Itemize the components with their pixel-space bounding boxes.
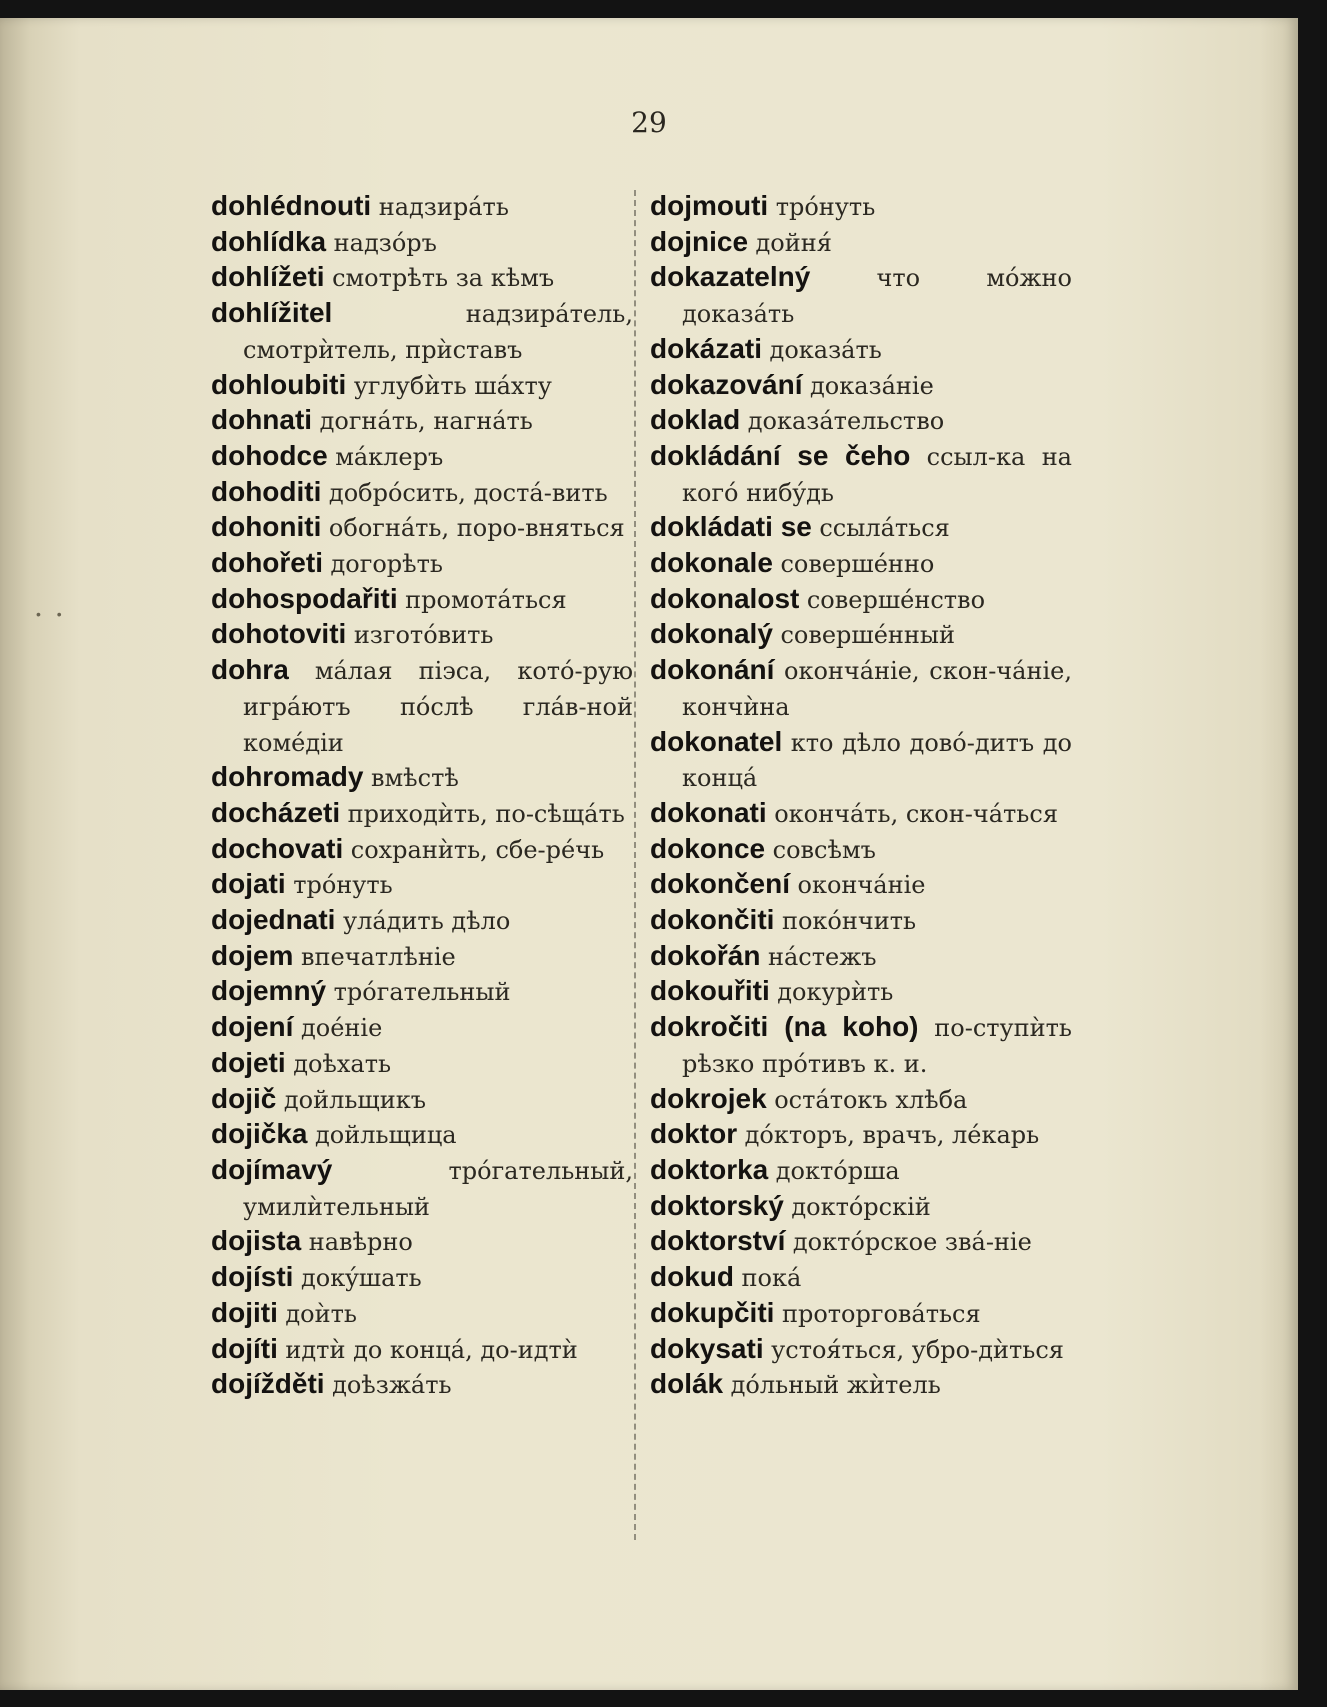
dictionary-entry — [650, 582, 1072, 618]
dictionary-entry — [211, 1153, 633, 1224]
dictionary-entry — [211, 903, 633, 939]
headword: dokonalost — [650, 582, 800, 614]
headword: dohloubiti — [211, 368, 347, 400]
dictionary-entry — [211, 189, 633, 225]
translation: мáлая пiэса, котó-рую игрáютъ пóслѣ глáв-ной комéдiи — [243, 657, 633, 757]
translation: надзирáтель, смотрѝтель, прѝставъ — [243, 300, 633, 364]
translation: окончáть, скон-чáться — [774, 799, 1058, 828]
dictionary-entry — [211, 403, 633, 439]
dictionary-entry — [211, 617, 633, 653]
headword: dokořán — [650, 939, 761, 971]
dictionary-entry — [211, 1010, 633, 1046]
page-number: 29 — [631, 106, 667, 139]
translation: покá — [741, 1264, 802, 1293]
left-column — [211, 189, 633, 1403]
dictionary-entry — [211, 1082, 633, 1118]
dictionary-entry — [211, 368, 633, 404]
dictionary-entry — [650, 725, 1072, 796]
headword: dojička — [211, 1118, 308, 1150]
dictionary-entry — [211, 260, 633, 296]
headword: dokazatelný — [650, 261, 811, 293]
headword: dojížděti — [211, 1368, 325, 1400]
dictionary-entry — [650, 1296, 1072, 1332]
headword: dojíti — [211, 1332, 278, 1364]
translation: догнáть, нагнáть — [319, 407, 533, 436]
translation: добрóсить, достá-вить — [328, 478, 608, 507]
headword: dokládati se — [650, 511, 812, 543]
dictionary-entry — [650, 332, 1072, 368]
translation: надзóръ — [333, 228, 437, 257]
dictionary-entry — [650, 1010, 1072, 1081]
dictionary-entry — [211, 1367, 633, 1403]
translation: проторговáться — [781, 1299, 981, 1328]
translation: окончáнiе — [797, 871, 926, 900]
dictionary-entry — [650, 974, 1072, 1010]
dictionary-entry — [211, 225, 633, 261]
translation: улáдить дѣло — [342, 907, 511, 936]
translation: докурѝть — [777, 978, 894, 1007]
headword: dolák — [650, 1368, 724, 1400]
translation: дóльный жѝтель — [730, 1371, 941, 1400]
dictionary-entry — [211, 796, 633, 832]
dictionary-entry — [650, 1082, 1072, 1118]
headword: dojnice — [650, 225, 749, 257]
headword: dokončiti — [650, 904, 775, 936]
headword: dokonale — [650, 547, 773, 579]
headword: dohromady — [211, 761, 364, 793]
dictionary-entry — [650, 546, 1072, 582]
translation: дойня́ — [755, 228, 832, 257]
dictionary-entry — [211, 296, 633, 367]
dictionary-entry — [211, 475, 633, 511]
translation: смотрѣть за кѣмъ — [332, 264, 555, 293]
dictionary-entry — [650, 1224, 1072, 1260]
translation: доказáнiе — [810, 371, 934, 400]
dictionary-entry — [211, 939, 633, 975]
dictionary-entry — [211, 867, 633, 903]
dictionary-entry — [650, 617, 1072, 653]
translation: трóгательный — [333, 978, 511, 1007]
translation: трóнуть — [293, 871, 393, 900]
translation: надзирáть — [378, 193, 509, 221]
translation: сохранѝть, сбе-рéчь — [350, 835, 605, 864]
dictionary-entry — [650, 903, 1072, 939]
translation: устоя́ться, убро-дѝться — [771, 1335, 1064, 1364]
margin-marks: • • — [36, 606, 68, 622]
headword: dokročiti (na koho) — [650, 1011, 919, 1043]
headword: doktorský — [650, 1189, 784, 1221]
translation: трóгательный, умилѝтельный — [243, 1156, 633, 1221]
headword: dokysati — [650, 1332, 764, 1364]
translation: ссыл-ка на когó нибýдь — [682, 442, 1072, 507]
translation: приходѝть, по-сѣщáть — [347, 799, 625, 828]
dictionary-entry — [211, 546, 633, 582]
translation: нáстежъ — [767, 942, 877, 971]
dictionary-entry — [650, 260, 1072, 331]
translation: догорѣть — [330, 550, 443, 579]
headword: dokončení — [650, 868, 791, 900]
headword: doktorka — [650, 1153, 769, 1185]
dictionary-entry — [211, 832, 633, 868]
dictionary-entry — [650, 653, 1072, 724]
dictionary-entry — [211, 1117, 633, 1153]
translation: доктóрскiй — [791, 1192, 931, 1221]
headword: dokonalý — [650, 618, 773, 650]
headword: doktorství — [650, 1225, 786, 1257]
dictionary-entry — [211, 1046, 633, 1082]
headword: dokonati — [650, 796, 767, 828]
translation: дóкторъ, врачъ, лéкарь — [744, 1121, 1040, 1150]
headword: dohoniti — [211, 511, 322, 543]
headword: dohnati — [211, 404, 313, 436]
translation: ссылáться — [819, 514, 950, 543]
headword: dohra — [211, 654, 289, 686]
dictionary-entry — [650, 1332, 1072, 1368]
column-divider — [634, 190, 636, 1540]
dictionary-entry — [211, 974, 633, 1010]
headword: dohlídka — [211, 225, 327, 257]
translation: докýшать — [300, 1264, 422, 1293]
translation: доказáть — [769, 335, 882, 364]
dictionary-entry — [650, 832, 1072, 868]
headword: doktor — [650, 1118, 738, 1150]
dictionary-entry — [650, 510, 1072, 546]
headword: dojiti — [211, 1296, 278, 1328]
headword: dojmouti — [650, 190, 769, 221]
translation: остáтокъ хлѣба — [774, 1085, 968, 1114]
translation: доéнiе — [300, 1014, 383, 1043]
translation: дойльщикъ — [283, 1085, 426, 1114]
translation: окончáнiе, скон-чáнiе, кончѝна — [682, 657, 1072, 721]
headword: dojista — [211, 1225, 302, 1257]
headword: dochovati — [211, 832, 344, 864]
translation: доказáтельство — [747, 407, 945, 436]
dictionary-page — [0, 18, 1298, 1690]
headword: dohospodařiti — [211, 582, 398, 614]
dictionary-entry — [650, 439, 1072, 510]
dictionary-entry — [650, 939, 1072, 975]
dictionary-entry — [650, 1260, 1072, 1296]
headword: dojeti — [211, 1046, 286, 1078]
dictionary-entry — [211, 1296, 633, 1332]
headword: dokonce — [650, 832, 766, 864]
translation: трóнуть — [775, 193, 876, 221]
translation: доктóрша — [775, 1156, 900, 1185]
translation: мáклеръ — [335, 442, 444, 471]
translation: впечатлѣнiе — [300, 942, 456, 971]
headword: dokládání se čeho — [650, 439, 911, 471]
translation: углубѝть шáхту — [353, 371, 552, 400]
headword: dojič — [211, 1082, 277, 1114]
translation: навѣрно — [308, 1228, 413, 1257]
headword: dokonání — [650, 654, 775, 686]
translation: промотáться — [405, 585, 567, 614]
headword: dokud — [650, 1261, 734, 1293]
headword: dojemný — [211, 975, 327, 1007]
translation: покóнчить — [781, 907, 917, 936]
dictionary-entry — [650, 189, 1072, 225]
translation: доѣхать — [293, 1049, 392, 1078]
translation: изготóвить — [353, 621, 494, 650]
translation: кто дѣло довó-дитъ до концá — [682, 728, 1072, 793]
headword: dokupčiti — [650, 1296, 775, 1328]
headword: dohlížitel — [211, 297, 333, 329]
headword: dohořeti — [211, 547, 323, 579]
translation: дойльщица — [315, 1121, 457, 1150]
headword: dojísti — [211, 1261, 294, 1293]
dictionary-entry — [211, 510, 633, 546]
headword: dojem — [211, 939, 294, 971]
headword: dojení — [211, 1011, 294, 1043]
dictionary-entry — [211, 1224, 633, 1260]
headword: dokouřiti — [650, 975, 770, 1007]
dictionary-entry — [650, 1367, 1072, 1403]
translation: доктóрское звá-нiе — [792, 1228, 1032, 1257]
dictionary-entry — [650, 867, 1072, 903]
headword: docházeti — [211, 796, 341, 828]
headword: dohlížeti — [211, 261, 325, 293]
dictionary-entry — [211, 582, 633, 618]
translation: доѣзжáть — [332, 1371, 452, 1400]
dictionary-entry — [211, 653, 633, 760]
headword: dojati — [211, 868, 286, 900]
translation: что мóжно доказáть — [682, 264, 1072, 329]
translation: обогнáть, поро-вняться — [328, 514, 625, 543]
headword: dohotoviti — [211, 618, 347, 650]
dictionary-entry — [650, 225, 1072, 261]
dictionary-entry — [650, 403, 1072, 439]
translation: доѝть — [285, 1299, 357, 1328]
translation: по-ступѝть рѣзко прóтивъ к. и. — [682, 1014, 1072, 1078]
translation: идтѝ до концá, до-идтѝ — [285, 1335, 578, 1364]
dictionary-entry — [211, 760, 633, 796]
dictionary-entry — [650, 796, 1072, 832]
dictionary-entry — [650, 368, 1072, 404]
headword: dojímavý — [211, 1153, 333, 1185]
headword: dohoditi — [211, 475, 322, 507]
dictionary-entry — [650, 1153, 1072, 1189]
headword: dokázati — [650, 332, 763, 364]
headword: dojednati — [211, 904, 336, 936]
translation: вмѣстѣ — [370, 764, 459, 793]
headword: doklad — [650, 404, 741, 436]
translation: совершéнство — [806, 585, 986, 614]
translation: совершéнный — [780, 621, 956, 650]
headword: dokonatel — [650, 725, 783, 757]
headword: dohodce — [211, 439, 328, 471]
headword: dokazování — [650, 368, 803, 400]
dictionary-entry — [650, 1117, 1072, 1153]
dictionary-entry — [211, 1260, 633, 1296]
dictionary-entry — [650, 1189, 1072, 1225]
dictionary-entry — [211, 1332, 633, 1368]
translation: совершéнно — [780, 550, 935, 579]
translation: совсѣмъ — [772, 835, 876, 864]
dictionary-entry — [211, 439, 633, 475]
headword: dohlédnouti — [211, 190, 372, 221]
right-column — [650, 189, 1072, 1403]
headword: dokrojek — [650, 1082, 767, 1114]
